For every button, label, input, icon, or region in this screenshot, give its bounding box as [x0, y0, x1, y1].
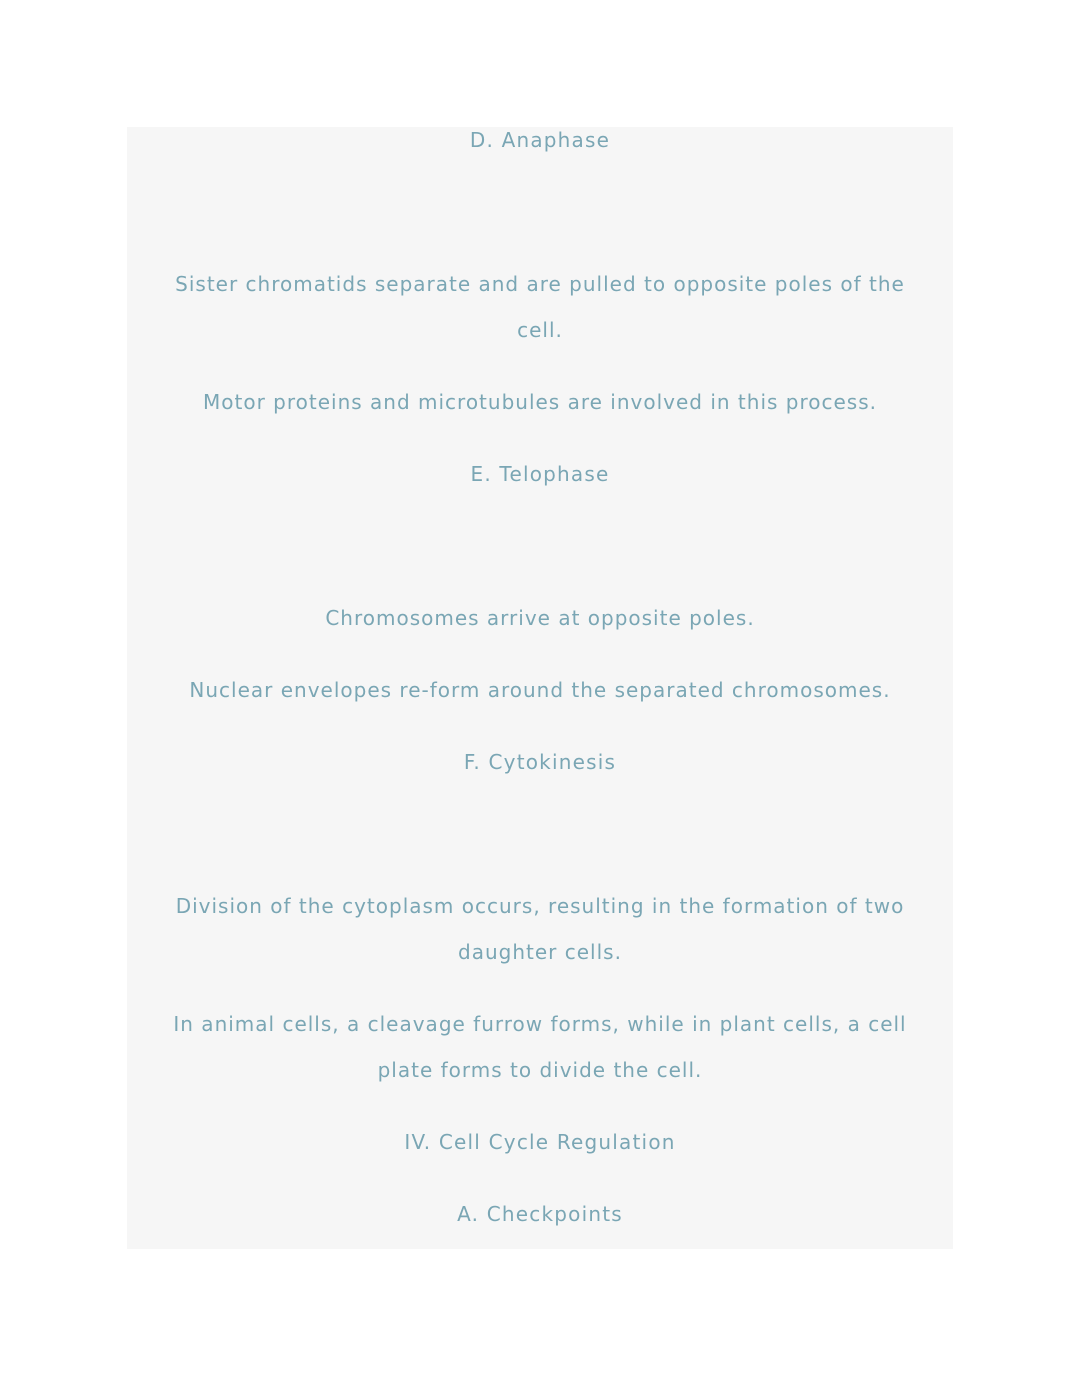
telophase-paragraph-1: Chromosomes arrive at opposite poles.	[325, 606, 755, 630]
heading-cell-cycle-regulation: IV. Cell Cycle Regulation	[404, 1130, 676, 1154]
anaphase-paragraph-2: Motor proteins and microtubules are involved in this process.	[203, 390, 877, 414]
anaphase-paragraph-1-line-2: cell.	[517, 318, 563, 342]
cytokinesis-paragraph-2-line-2: plate forms to divide the cell.	[377, 1058, 703, 1082]
heading-checkpoints: A. Checkpoints	[457, 1202, 623, 1226]
cytokinesis-paragraph-1-line-1: Division of the cytoplasm occurs, resulting in the formation of two	[175, 894, 905, 918]
cytokinesis-paragraph-1-line-2: daughter cells.	[458, 940, 622, 964]
document-page	[127, 127, 953, 1249]
heading-anaphase: D. Anaphase	[469, 128, 611, 152]
telophase-paragraph-2: Nuclear envelopes re-form around the separated chromosomes.	[189, 678, 891, 702]
cytokinesis-paragraph-2-line-1: In animal cells, a cleavage furrow forms, while in plant cells, a cell	[173, 1012, 907, 1036]
heading-cytokinesis: F. Cytokinesis	[463, 750, 617, 774]
heading-telophase: E. Telophase	[470, 462, 610, 486]
anaphase-paragraph-1-line-1: Sister chromatids separate and are pulled to opposite poles of the	[175, 272, 905, 296]
